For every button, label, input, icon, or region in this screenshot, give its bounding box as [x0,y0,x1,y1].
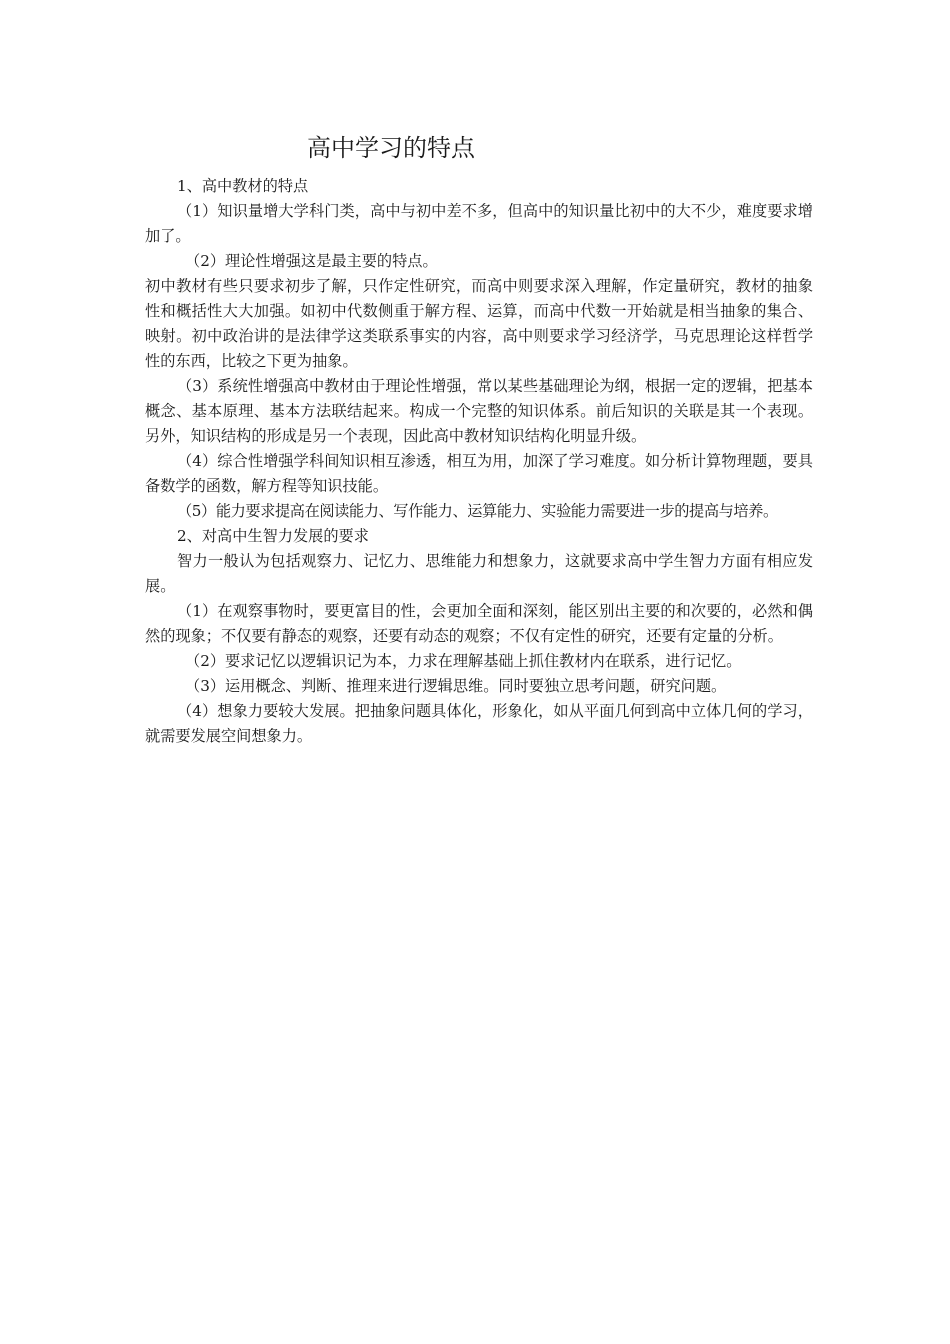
paragraph-theory-heading: （2）理论性增强这是最主要的特点。 [185,252,438,270]
paragraph-knowledge-volume: （1）知识量增大学科门类，高中与初中差不多，但高中的知识量比初中的大不少，难度要求增加了。 [145,202,813,245]
paragraph-systematic: （3）系统性增强高中教材由于理论性增强，常以某些基础理论为纲，根据一定的逻辑，把基本概念、基本原理、基本方法联结起来。构成一个完整的知识体系。前后知识的关联是其一个表现。另外，知识结构的形成是另一个表现，因此高中教材知识结构化明显升级。 [145,377,813,445]
section-heading-intelligence: 2、对高中生智力发展的要求 [177,527,369,545]
paragraph-intelligence-intro: 智力一般认为包括观察力、记忆力、思维能力和想象力，这就要求高中学生智力方面有相应发展。 [145,552,813,595]
paragraph-memory: （2）要求记忆以逻辑识记为本，力求在理解基础上抓住教材内在联系，进行记忆。 [185,652,742,670]
paragraph-logic: （3）运用概念、判断、推理来进行逻辑思维。同时要独立思考问题，研究问题。 [185,677,727,695]
paragraph-ability: （5）能力要求提高在阅读能力、写作能力、运算能力、实验能力需要进一步的提高与培养。 [177,502,778,520]
paragraph-theory-body: 初中教材有些只要求初步了解，只作定性研究，而高中则要求深入理解，作定量研究，教材的抽象性和概括性大大加强。如初中代数侧重于解方程、运算，而高中代数一开始就是相当抽象的集合、映射。初中政治讲的是法律学这类联系事实的内容，高中则要求学习经济学，马克思理论这样哲学性的东西，比较之下更为抽象。 [145,277,813,370]
document-body [145,174,813,749]
paragraph-imagination: （4）想象力要较大发展。把抽象问题具体化，形象化，如从平面几何到高中立体几何的学习，就需要发展空间想象力。 [145,702,813,745]
paragraph-comprehensive: （4）综合性增强学科间知识相互渗透，相互为用，加深了学习难度。如分析计算物理题，要具备数学的函数，解方程等知识技能。 [145,452,813,495]
document-title: 高中学习的特点 [307,134,475,162]
paragraph-observation: （1）在观察事物时，要更富目的性，会更加全面和深刻，能区别出主要的和次要的，必然和偶然的现象；不仅要有静态的观察，还要有动态的观察；不仅有定性的研究，还要有定量的分析。 [145,602,813,645]
section-heading-textbook: 1、高中教材的特点 [177,177,309,195]
